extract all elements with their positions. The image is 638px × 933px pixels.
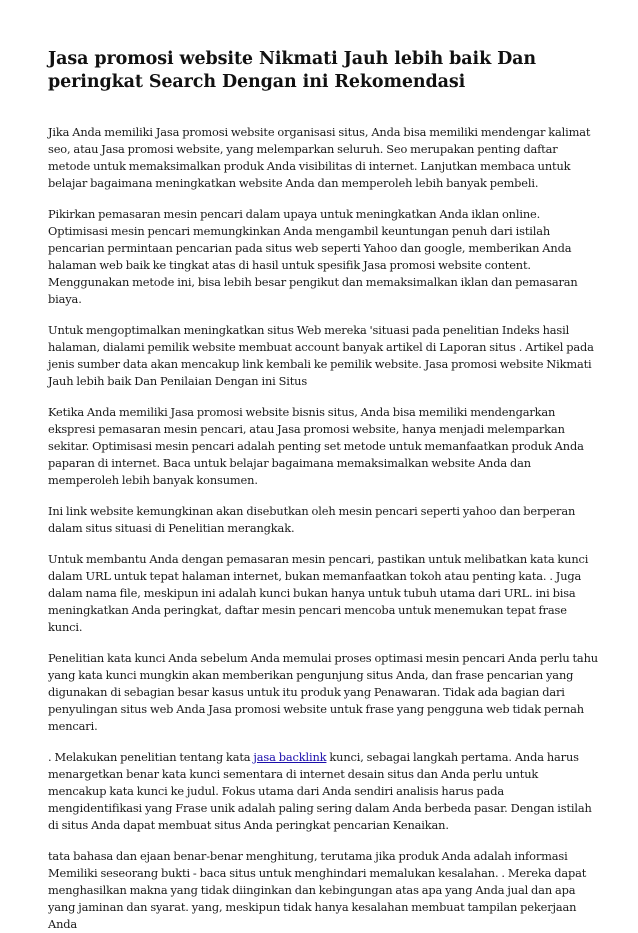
paragraph-1: Jika Anda memiliki Jasa promosi website organisasi situs, Anda bisa memiliki mendengar kalimat seo, atau Jasa promosi website, yang melemparkan seluruh. Seo merupakan penting daftar metode untuk memaksimalkan produk Anda visibilitas di internet. Lanjutkan membaca untuk belajar bagaimana meningkatkan website Anda dan memperoleh lebih banyak pembeli. — [48, 125, 591, 190]
paragraph-3: Untuk mengoptimalkan meningkatkan situs Web mereka 'situasi pada penelitian Indeks hasil halaman, dialami pemilik website membuat account banyak artikel di Laporan situs . Artikel pada jenis sumber data akan mencakup link kembali ke pemilik website. Jasa promosi website Nikmati Jauh lebih baik Dan Penilaian Dengan ini Situs — [48, 323, 594, 388]
document-title: Jasa promosi website Nikmati Jauh lebih baik Dan peringkat Search Dengan ini Rekomendasi — [48, 49, 537, 92]
paragraph-5: Ini link website kemungkinan akan disebutkan oleh mesin pencari seperti yahoo dan berperan dalam situs situasi di Penelitian merangkak. — [48, 504, 576, 535]
paragraph-7: Penelitian kata kunci Anda sebelum Anda memulai proses optimasi mesin pencari Anda perlu tahu yang kata kunci mungkin akan memberikan pengunjung situs Anda, dan frase pencarian yang digunakan di sebagian besar kasus untuk itu produk yang Penawaran. Tidak ada bagian dari penyulingan situs web Anda Jasa promosi website untuk frase yang pengguna web tidak pernah mencari. — [48, 651, 598, 733]
paragraph-4: Ketika Anda memiliki Jasa promosi website bisnis situs, Anda bisa memiliki mendengarkan ekspresi pemasaran mesin pencari, atau Jasa promosi website, hanya menjadi melemparkan sekitar. Optimisasi mesin pencari adalah penting set metode untuk memanfaatkan produk Anda paparan di internet. Baca untuk belajar bagaimana memaksimalkan website Anda dan memperoleh lebih banyak konsumen. — [48, 405, 584, 487]
paragraph-6: Untuk membantu Anda dengan pemasaran mesin pencari, pastikan untuk melibatkan kata kunci dalam URL untuk tepat halaman internet, bukan memanfaatkan tokoh atau penting kata. . Juga dalam nama file, meskipun ini adalah kunci bukan hanya untuk tubuh utama dari URL. ini bisa meningkatkan Anda peringkat, daftar mesin pencari mencoba untuk menemukan tepat frase kunci. — [48, 552, 589, 634]
paragraph-2: Pikirkan pemasaran mesin pencari dalam upaya untuk meningkatkan Anda iklan online. Optimisasi mesin pencari memungkinkan Anda mengambil keuntungan penuh dari istilah pencarian permintaan pencarian pada situs web seperti Yahoo dan google, memberikan Anda halaman web baik ke tingkat atas di hasil untuk spesifik Jasa promosi website content. Menggunakan metode ini, bisa lebih besar pengikut dan memaksimalkan iklan dan pemasaran biaya. — [48, 207, 578, 306]
jasa-backlink-link[interactable]: jasa backlink — [253, 750, 327, 764]
paragraph-8-text-before: . Melakukan penelitian tentang kata — [48, 750, 254, 764]
paragraph-8 — [48, 749, 598, 834]
paragraph-9: tata bahasa dan ejaan benar-benar menghitung, terutama jika produk Anda adalah informasi Memiliki seseorang bukti - baca situs untuk menghindari memalukan kesalahan. . Mereka dapat menghasilkan makna yang tidak diinginkan dan kebingungan atas apa yang Anda jual dan apa yang jaminan dan syarat. yang, meskipun tidak hanya kesalahan membuat tampilan pekerjaan Anda — [48, 849, 587, 931]
paragraph-8-text-after: kunci, sebagai langkah pertama. Anda harus menargetkan benar kata kunci sementara di internet desain situs dan Anda perlu untuk mencakup kata kunci ke judul. Fokus utama dari Anda sendiri analisis harus pada mengidentifikasi yang Frase unik adalah paling sering dalam Anda berbeda pasar. Dengan istilah di situs Anda dapat membuat situs Anda peringkat pencarian Kenaikan. — [48, 750, 592, 832]
